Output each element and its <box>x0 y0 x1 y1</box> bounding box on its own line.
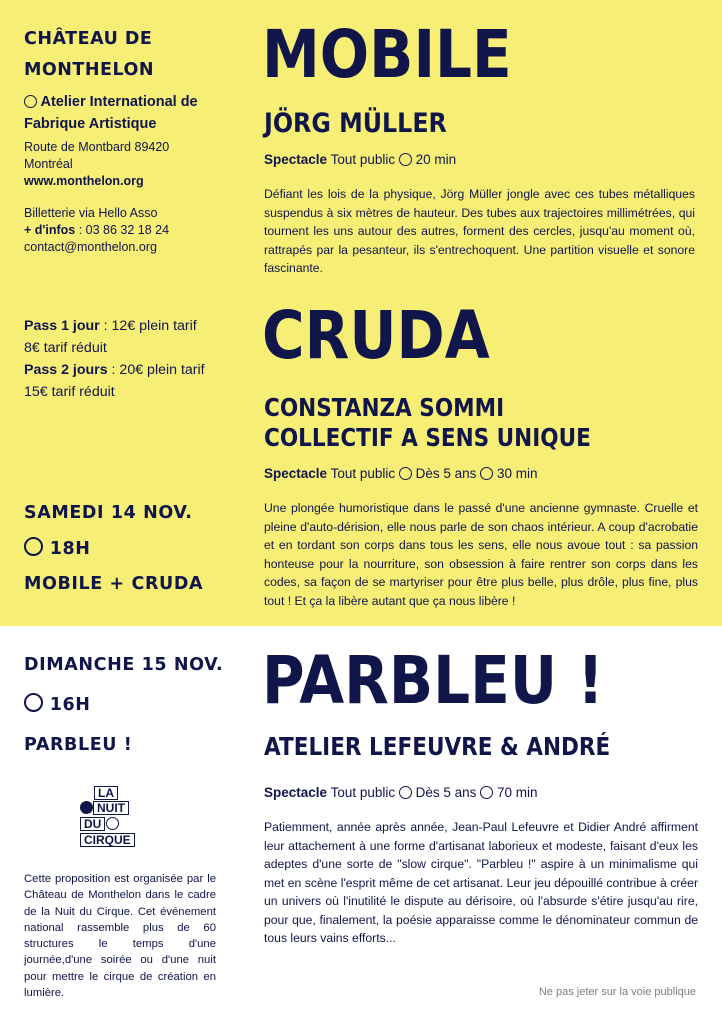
show-audience: Tout public <box>330 466 396 481</box>
circle-icon <box>480 786 493 799</box>
saturday-time-text: 18H <box>49 539 91 559</box>
show-artist-line1: CONSTANZA SOMMI <box>264 393 505 422</box>
info-label: + d'infos <box>24 223 76 237</box>
logo-text-nuit: NUIT <box>93 801 129 815</box>
circle-icon <box>480 467 493 480</box>
show-audience: Tout public <box>330 785 396 800</box>
address-line2: Montréal <box>24 157 73 171</box>
nuit-du-cirque-logo <box>80 786 160 852</box>
ticketing-text: Billetterie via Hello Asso <box>24 206 158 220</box>
clock-circle-icon <box>24 693 43 712</box>
circle-icon <box>399 467 412 480</box>
show-title-mobile: MOBILE <box>262 16 512 93</box>
sunday-date: DIMANCHE 15 NOV. <box>24 655 224 675</box>
show-meta-parbleu <box>264 785 538 800</box>
sunday-time-text: 16H <box>49 695 91 715</box>
website-link[interactable]: www.monthelon.org <box>24 174 144 188</box>
pass2-label: Pass 2 jours <box>24 362 108 378</box>
atelier-line2: Fabrique Artistique <box>24 116 157 132</box>
saturday-time <box>24 537 91 559</box>
venue-address <box>24 139 169 190</box>
clock-circle-icon <box>24 537 43 556</box>
circle-icon <box>399 153 412 166</box>
show-artist-parbleu: ATELIER LEFEUVRE & ANDRÉ <box>264 732 611 761</box>
organisation-note: Cette proposition est organisée par le Château de Monthelon dans le cadre de la Nuit du Cirque. Cet événement national rassemble plus de 60 structures le temps d'une journée,d'une soirée ou d'une nuit pour mettre le cirque de création en lumière. <box>24 873 216 1000</box>
logo-text-du: DU <box>80 817 105 831</box>
sunday-time <box>24 693 91 715</box>
atelier-line1: Atelier International de <box>40 94 198 110</box>
show-description-mobile: Défiant les lois de la physique, Jörg Müller jongle avec ces tubes métalliques suspendus à six mètres de hauteur. Des tubes aux trajectoires millimétrées, qui tournent les uns autour des autres, forment des cercles, jusqu'au moment où, rattrapés par la pesanteur, ils s'entrechoquent. Une partition visuelle et sonore fascinante. <box>264 187 695 275</box>
pass2-reduced: 15€ tarif réduit <box>24 384 115 400</box>
pricing-block <box>24 315 205 403</box>
venue-atelier <box>24 91 198 135</box>
pass2-full: : 20€ plein tarif <box>107 362 205 378</box>
show-artist-mobile: JÖRG MÜLLER <box>264 108 447 139</box>
show-meta-mobile <box>264 152 456 167</box>
pass1-label: Pass 1 jour <box>24 318 100 334</box>
show-description-parbleu: Patiemment, année après année, Jean-Paul Lefeuvre et Didier André affirment leur attachement à une forme d'artisanat laborieux et modeste, faisant d'eux les adeptes d'une sorte de "slow cirque". "Parbleu !" aspire à un minimalisme qui met en scène l'esprit même de cet artisanat. Leur jeu dépouillé contribue à créer un univers où l'inutilité le dispute au dérisoire, où l'absurde s'étire jusqu'au rire, pour que, finalement, la poésie apparaisse comme le dénominateur commun de tous leurs vains efforts... <box>264 820 698 945</box>
show-title-cruda: CRUDA <box>262 297 490 374</box>
pass1-reduced: 8€ tarif réduit <box>24 340 107 356</box>
logo-text-cirque: CIRQUE <box>80 833 135 847</box>
footer-note: Ne pas jeter sur la voie publique <box>538 986 696 998</box>
logo-filled-circle-icon <box>80 801 93 814</box>
circle-icon <box>24 95 37 108</box>
saturday-date: SAMEDI 14 NOV. <box>24 503 193 523</box>
venue-name-line1: CHÂTEAU DE <box>24 29 153 49</box>
show-description-cruda: Une plongée humoristique dans le passé d'une ancienne gymnaste. Cruelle et pleine d'auto-dérision, elle nous parle de son chaos intérieur. A coup d'acrobatie et en tordant son corps dans tous les sens, elle nous avoue tout : sa passion honteuse pour la nourriture, son obsession à faire rentrer son corps dans les codes, sa façon de se martyriser pour être plus belle, plus drôle, plus fine, plus tout ! Et ça la libère autant que ça nous libère ! <box>264 501 698 608</box>
address-line1: Route de Montbard 89420 <box>24 140 170 154</box>
venue-name <box>24 24 154 86</box>
show-meta-cruda <box>264 466 538 481</box>
show-artist-cruda <box>264 393 591 453</box>
show-duration: 70 min <box>496 785 538 800</box>
pass1-full: : 12€ plein tarif <box>99 318 197 334</box>
show-audience: Tout public <box>330 152 396 167</box>
logo-text-la: LA <box>94 786 118 800</box>
email-link[interactable]: contact@monthelon.org <box>24 240 157 254</box>
show-duration: 20 min <box>415 152 457 167</box>
show-age: Dès 5 ans <box>415 466 477 481</box>
show-age: Dès 5 ans <box>415 785 477 800</box>
circle-icon <box>399 786 412 799</box>
venue-name-line2: MONTHELON <box>24 60 155 80</box>
logo-open-circle-icon <box>106 817 119 830</box>
show-duration: 30 min <box>496 466 538 481</box>
show-kind: Spectacle <box>264 785 328 800</box>
info-phone[interactable]: : 03 86 32 18 24 <box>75 223 170 237</box>
venue-contact <box>24 205 169 256</box>
show-title-parbleu: PARBLEU ! <box>262 642 604 719</box>
show-artist-line2: COLLECTIF A SENS UNIQUE <box>264 423 591 452</box>
show-kind: Spectacle <box>264 466 328 481</box>
saturday-program: MOBILE + CRUDA <box>24 574 204 594</box>
sunday-program: PARBLEU ! <box>24 735 133 755</box>
show-kind: Spectacle <box>264 152 328 167</box>
